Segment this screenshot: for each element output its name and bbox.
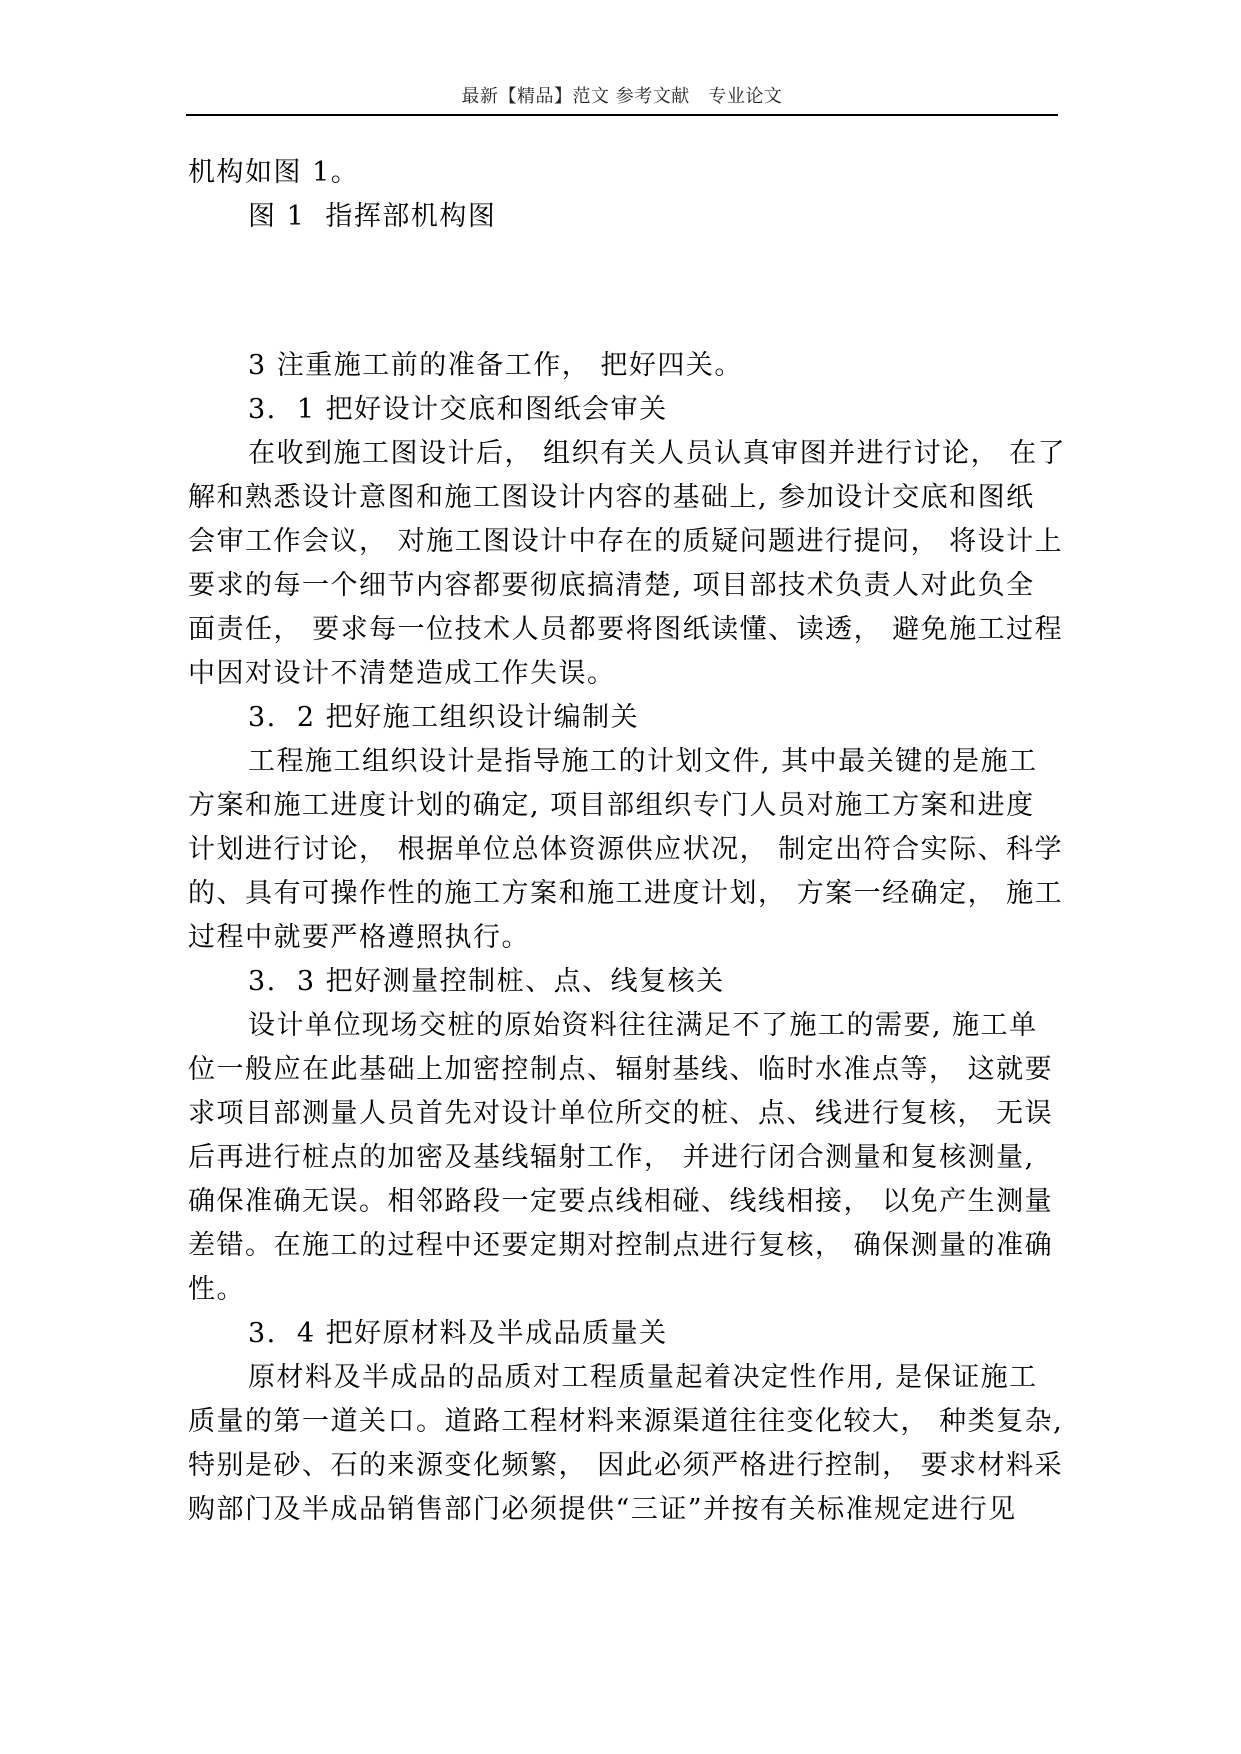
body-line: 解和熟悉设计意图和施工图设计内容的基础上, 参加设计交底和图纸 [188, 482, 1035, 513]
body-line: 性。 [188, 1274, 245, 1305]
body-line: 确保准确无误。相邻路段一定要点线相碰、线线相接， 以免产生测量 [188, 1186, 1054, 1217]
figure-placeholder [188, 239, 1068, 344]
body-line: 后再进行桩点的加密及基线辐射工作， 并进行闭合测量和复核测量, [188, 1142, 1035, 1173]
subsection-heading-3-1: 3. 1 把好设计交底和图纸会审关 [248, 394, 668, 425]
body-line: 求项目部测量人员首先对设计单位所交的桩、点、线进行复核， 无误 [188, 1098, 1054, 1129]
body-line: 中因对设计不清楚造成工作失误。 [188, 658, 616, 689]
body-line: 差错。在施工的过程中还要定期对控制点进行复核， 确保测量的准确 [188, 1230, 1054, 1261]
body-line: 工程施工组织设计是指导施工的计划文件, 其中最关键的是施工 [248, 746, 1038, 777]
header-divider [186, 114, 1058, 116]
subsection-heading-3-2: 3. 2 把好施工组织设计编制关 [248, 702, 640, 733]
document-body [188, 151, 1068, 1532]
subsection-heading-3-4: 3. 4 把好原材料及半成品质量关 [248, 1318, 668, 1349]
body-line: 计划进行讨论， 根据单位总体资源供应状况， 制定出符合实际、科学 [188, 834, 1064, 865]
body-line: 过程中就要严格遵照执行。 [188, 922, 530, 953]
body-line: 原材料及半成品的品质对工程质量起着决定性作用, 是保证施工 [248, 1362, 1038, 1393]
page-header: 最新【精品】范文 参考文献 专业论文 [461, 86, 783, 107]
body-line: 要求的每一个细节内容都要彻底搞清楚, 项目部技术负责人对此负全 [188, 570, 1035, 601]
figure-caption: 图 1 指挥部机构图 [248, 201, 497, 232]
body-line: 在收到施工图设计后， 组织有关人员认真审图并进行讨论， 在了 [248, 438, 1067, 469]
body-line: 方案和施工进度计划的确定, 项目部组织专门人员对施工方案和进度 [188, 790, 1035, 821]
body-line: 面责任， 要求每一位技术人员都要将图纸读懂、读透， 避免施工过程 [188, 614, 1064, 645]
body-line: 位一般应在此基础上加密控制点、辐射基线、临时水准点等， 这就要 [188, 1054, 1054, 1085]
body-line: 特别是砂、石的来源变化频繁， 因此必须严格进行控制， 要求材料采 [188, 1450, 1064, 1481]
section-heading-3: 3 注重施工前的准备工作， 把好四关。 [248, 350, 743, 381]
body-line: 设计单位现场交桩的原始资料往往满足不了施工的需要, 施工单 [248, 1010, 1038, 1041]
body-line: 购部门及半成品销售部门必须提供“三证”并按有关标准规定进行见 [188, 1494, 1017, 1525]
body-line: 会审工作会议， 对施工图设计中存在的质疑问题进行提问， 将设计上 [188, 526, 1064, 557]
body-line: 机构如图 1。 [188, 157, 360, 188]
subsection-heading-3-3: 3. 3 把好测量控制桩、点、线复核关 [248, 966, 725, 997]
body-line: 的、具有可操作性的施工方案和施工进度计划， 方案一经确定， 施工 [188, 878, 1064, 909]
body-line: 质量的第一道关口。道路工程材料来源渠道往往变化较大， 种类复杂, [188, 1406, 1064, 1437]
